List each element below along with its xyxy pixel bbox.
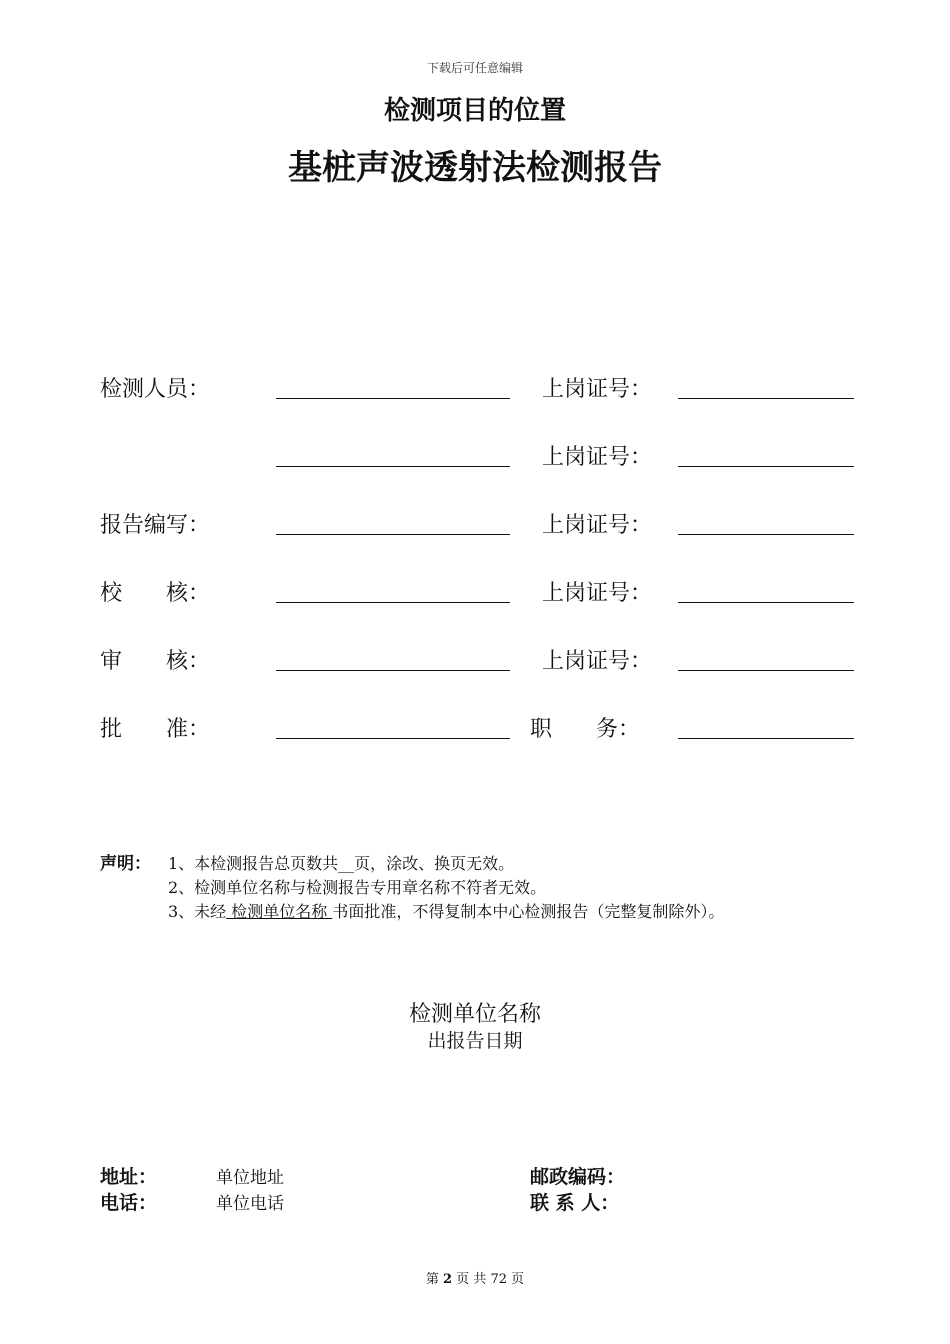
address-label: 地址： (100, 1166, 158, 1188)
writer-signature-line (276, 534, 510, 535)
postcode-label: 邮政编码： (530, 1166, 626, 1188)
footer-prefix: 第 (425, 1272, 439, 1287)
inspector-signature-line (276, 398, 510, 399)
reviewer-label: 审 核： (100, 649, 211, 674)
page-footer (0, 1268, 950, 1287)
checker-label: 校 核： (100, 581, 211, 606)
contact-person-label: 联 系 人： (530, 1192, 620, 1214)
report-date: 出报告日期 (427, 1030, 523, 1052)
declaration-org-name: 检测单位名称 (226, 902, 333, 921)
cert-label: 上岗证号： (542, 581, 653, 606)
project-location-title: 检测项目的位置 (383, 96, 566, 126)
cert-number-line (678, 398, 854, 399)
cert-label: 上岗证号： (542, 377, 653, 402)
declaration-item-3 (168, 899, 724, 922)
cert-label: 上岗证号： (542, 649, 653, 674)
cert-number-line (678, 534, 854, 535)
cert-label: 上岗证号： (542, 445, 653, 470)
position-line (678, 738, 854, 739)
inspector-label: 检测人员： (100, 377, 211, 402)
footer-mid: 页 共 (456, 1272, 487, 1287)
cert-number-line (678, 602, 854, 603)
reviewer-signature-line (276, 670, 510, 671)
organization-name: 检测单位名称 (408, 1002, 541, 1027)
cert-number-line (678, 670, 854, 671)
approver-signature-line (276, 738, 510, 739)
declaration-item-1: 1、本检测报告总页数共__页，涂改、换页无效。 (168, 854, 515, 873)
declaration-item-3-prefix: 3、未经 (168, 902, 227, 921)
header-note: 下载后可任意编辑 (426, 61, 523, 75)
writer-label: 报告编写： (100, 513, 211, 538)
declaration-item-2: 2、检测单位名称与检测报告专用章名称不符者无效。 (168, 878, 547, 897)
address-value: 单位地址 (216, 1168, 284, 1188)
cert-number-line (678, 466, 854, 467)
footer-page-number: 2 (442, 1272, 453, 1287)
cert-label: 上岗证号： (542, 513, 653, 538)
footer-total-pages: 72 (490, 1272, 507, 1287)
report-title: 基桩声波透射法检测报告 (288, 148, 662, 188)
declaration-item-3-suffix: 书面批准，不得复制本中心检测报告（完整复制除外）。 (332, 902, 725, 921)
footer-suffix: 页 (511, 1272, 525, 1287)
approver-label: 批 准： (100, 717, 211, 742)
inspector-signature-line (276, 466, 510, 467)
declaration-title: 声明： (100, 854, 151, 874)
position-label: 职 务： (530, 717, 641, 742)
checker-signature-line (276, 602, 510, 603)
phone-label: 电话： (100, 1192, 158, 1214)
phone-value: 单位电话 (216, 1194, 284, 1214)
